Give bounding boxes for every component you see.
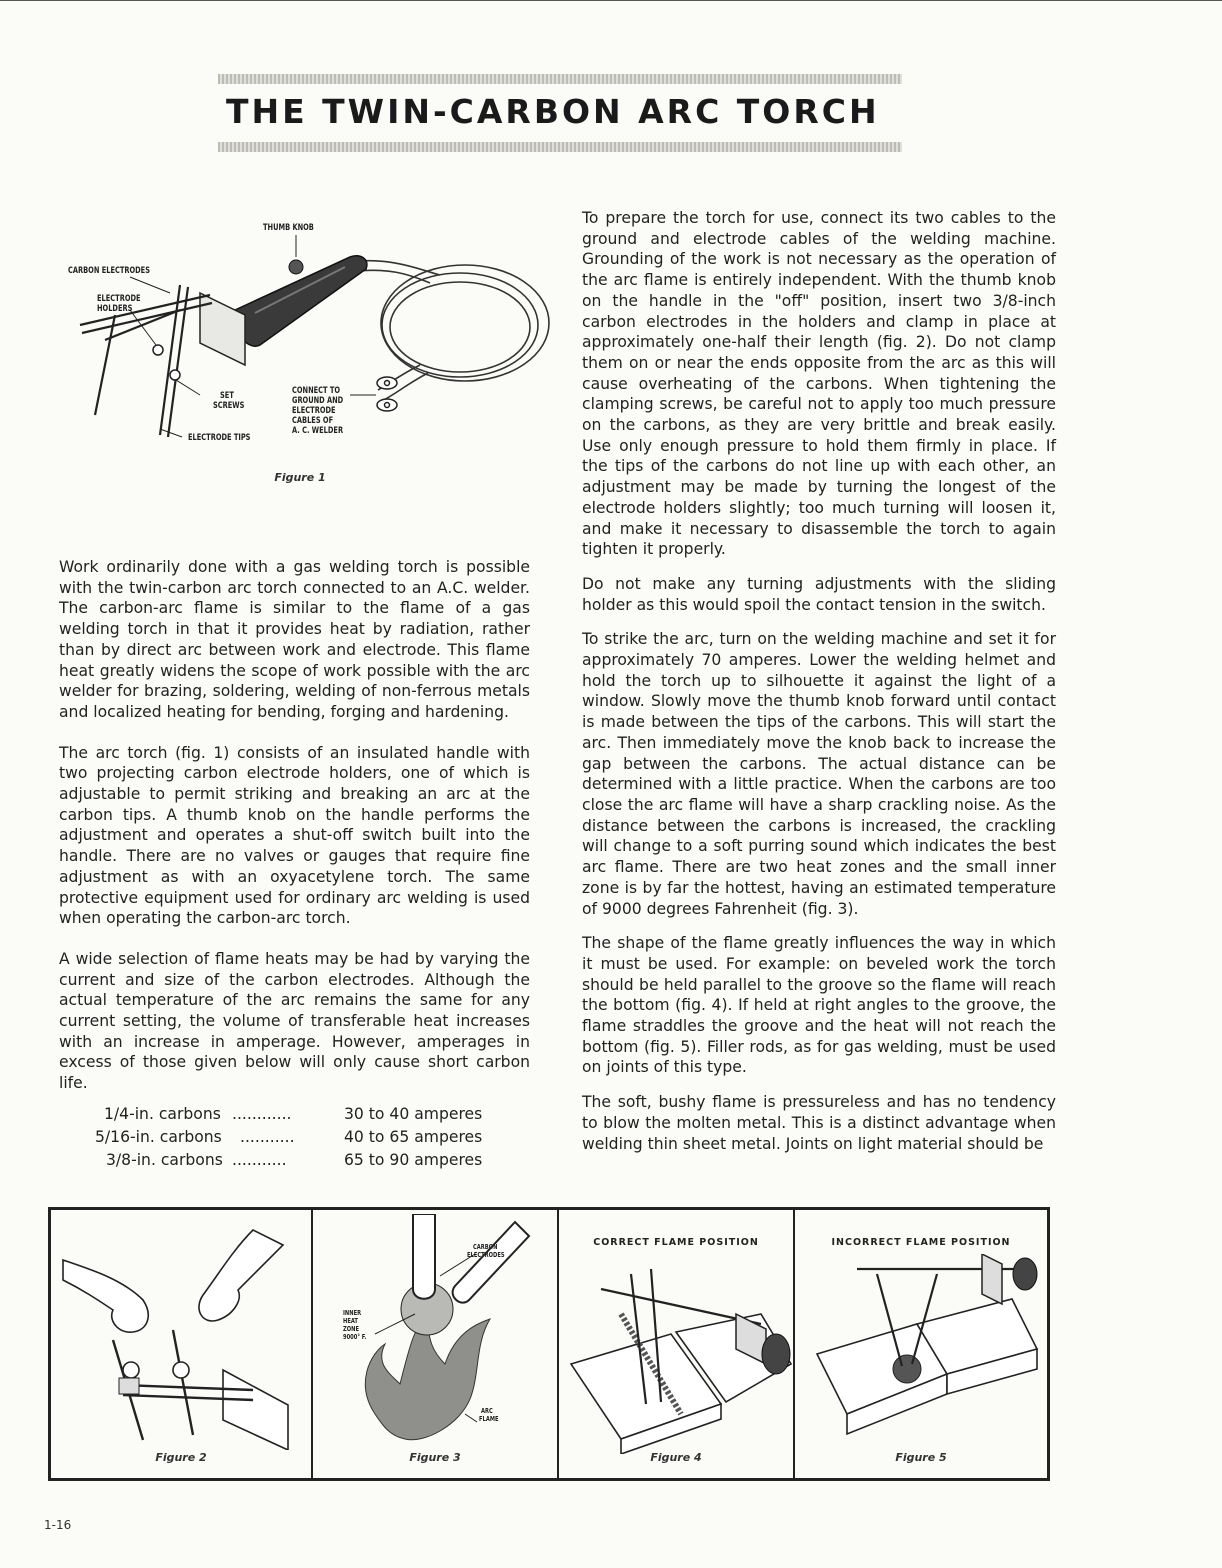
amperage-table [82, 1103, 522, 1172]
title-stripe-bottom [218, 142, 902, 152]
label-carbon-1: CARBON [473, 1243, 498, 1251]
figure-4-panel [559, 1210, 795, 1478]
hands-clamping-illustration [53, 1220, 311, 1450]
label-electrode-tips: ELECTRODE TIPS [188, 433, 251, 443]
left-column [59, 557, 530, 1094]
right-paragraph-2: Do not make any turning adjustments with the sliding holder as this would spoil the contact tension in the switch. [582, 574, 1056, 614]
carbon-size: 1/4-in. carbons [104, 1105, 221, 1123]
label-electrode-holders-1: ELECTRODE [97, 294, 141, 304]
left-paragraph-3: A wide selection of flame heats may be had by varying the current and size of the carbon electrodes. Although the actual temperature of the arc remains the same for any current setting, the volume of transferable heat increases with an increase in amperage. However, amperages in excess of those given below will only cause short carbon life. [59, 949, 530, 1093]
figure-1-caption: Figure 1 [274, 471, 326, 484]
figure-2-panel [51, 1210, 313, 1478]
label-set-screws-1: SET [220, 391, 234, 401]
right-paragraph-5: The soft, bushy flame is pressureless and has no tendency to blow the molten metal. This is a distinct advantage when welding thin sheet metal. Joints on light material should be [582, 1093, 1056, 1153]
right-column [582, 208, 1056, 1154]
left-paragraph-2: The arc torch (fig. 1) consists of an insulated handle with two projecting carbon electrode holders, one of which is adjustable to permit striking and breaking an arc at the carbon tips. A thumb knob on the handle performs the adjustment and operates a shut-off switch built into the handle. There are no valves or gauges that require fine adjustment as with an oxyacetylene torch. The same protective equipment used for ordinary arc welding is used when operating the carbon-arc torch. [59, 743, 530, 928]
label-arc-1: ARC [481, 1407, 493, 1415]
label-thumb-knob: THUMB KNOB [263, 223, 314, 233]
label-connect-5: A. C. WELDER [292, 426, 344, 436]
leader-dots: ............ [232, 1105, 292, 1123]
label-inner-1: INNER [343, 1309, 362, 1317]
figure-4-caption: Figure 4 [650, 1451, 702, 1464]
top-edge-rule [0, 0, 1222, 1]
correct-position-illustration [561, 1254, 793, 1454]
carbon-size: 3/8-in. carbons [106, 1151, 223, 1169]
incorrect-position-illustration [797, 1254, 1045, 1454]
amperage-range: 40 to 65 amperes [344, 1128, 483, 1146]
label-connect-4: CABLES OF [292, 416, 334, 426]
left-paragraph-1: Work ordinarily done with a gas welding torch is possible with the twin-carbon arc torch connected to an A.C. welder. The carbon-arc flame is similar to the flame of a gas welding torch in that it provides heat by radiation, rather than by direct arc between work and electrode. This flame heat greatly widens the scope of work possible with the arc welder for brazing, soldering, welding of non-ferrous metals and localized heating for bending, forging and hardening. [59, 558, 530, 721]
title-stripe-top [218, 74, 902, 84]
amperage-range: 30 to 40 amperes [344, 1105, 483, 1123]
title-banner [218, 74, 902, 154]
leader-dots: ........... [240, 1128, 295, 1146]
leader-dots: ........... [232, 1151, 287, 1169]
amperage-row [82, 1126, 522, 1149]
page-number: 1-16 [44, 1518, 72, 1532]
label-connect-2: GROUND AND [292, 396, 344, 406]
figure-4-heading: CORRECT FLAME POSITION [593, 1237, 759, 1248]
figure-2-caption: Figure 2 [155, 1451, 207, 1464]
label-connect-3: ELECTRODE [292, 406, 336, 416]
label-connect-1: CONNECT TO [292, 386, 341, 396]
figure-1 [60, 215, 550, 490]
label-carbon-2: ELECTRODES [467, 1251, 505, 1259]
amperage-range: 65 to 90 amperes [344, 1151, 483, 1169]
label-carbon-electrodes: CARBON ELECTRODES [68, 266, 150, 276]
right-paragraph-4: The shape of the flame greatly influences the way in which it must be used. For example: on beveled work the torch should be held parallel to the groove so the flame will reach the bottom (fig. 4). If held at right angles to the groove, the flame straddles the groove and the heat will not reach the bottom (fig. 5). Filler rods, as for gas welding, must be used on joints of this type. [582, 934, 1056, 1077]
figure-5-panel [795, 1210, 1047, 1478]
figure-3-caption: Figure 3 [409, 1451, 461, 1464]
figure-5-heading: INCORRECT FLAME POSITION [831, 1237, 1011, 1248]
figure-3-panel [313, 1210, 559, 1478]
amperage-row [82, 1103, 522, 1126]
label-electrode-holders-2: HOLDERS [97, 304, 133, 314]
page-title: THE TWIN-CARBON ARC TORCH [226, 92, 880, 131]
right-paragraph-1: To prepare the torch for use, connect its two cables to the ground and electrode cables of the welding machine. Grounding of the work is not necessary as the operation of the arc flame is entirely independent. With the thumb knob on the handle in the "off" position, insert two 3/8-inch carbon electrodes in the holders and clamp in place at approximately one-half their length (fig. 2). Do not clamp them on or near the ends opposite from the arc as this will cause overheating of the carbons. When tightening the clamping screws, be careful not to apply too much pressure on the carbons, as they are very brittle and break easily. Use only enough pressure to hold them firmly in place. If the tips of the carbons do not line up with each other, an adjustment may be made by turning the longest of the electrode holders slightly; too much turning will loosen it, and make it necessary to disassemble the torch to again tighten it properly. [582, 209, 1056, 559]
label-inner-3: ZONE [343, 1325, 359, 1333]
figure-5-caption: Figure 5 [895, 1451, 947, 1464]
label-inner-2: HEAT [343, 1317, 358, 1325]
label-arc-2: FLAME [479, 1415, 499, 1423]
figure-strip [48, 1207, 1050, 1481]
label-inner-4: 9000° F. [343, 1333, 367, 1341]
carbon-size: 5/16-in. carbons [95, 1128, 222, 1146]
label-set-screws-2: SCREWS [213, 401, 245, 411]
amperage-row [82, 1149, 522, 1172]
right-paragraph-3: To strike the arc, turn on the welding machine and set it for approximately 70 amperes. Lower the welding helmet and hold the torch up to silhouette it against the light of a window. Slowly move the thumb knob forward until contact is made between the tips of the carbons. This will start the arc. Then immediately move the knob back to increase the gap between the carbons. The actual distance can be determined with a little practice. When the carbons are too close the arc flame will have a sharp crackling noise. As the distance between the carbons is increased, the crackling will change to a soft purring sound which indicates the best arc flame. There are two heat zones and the small inner zone is by far the hottest, having an estimated temperature of 9000 degrees Fahrenheit (fig. 3). [582, 630, 1056, 918]
